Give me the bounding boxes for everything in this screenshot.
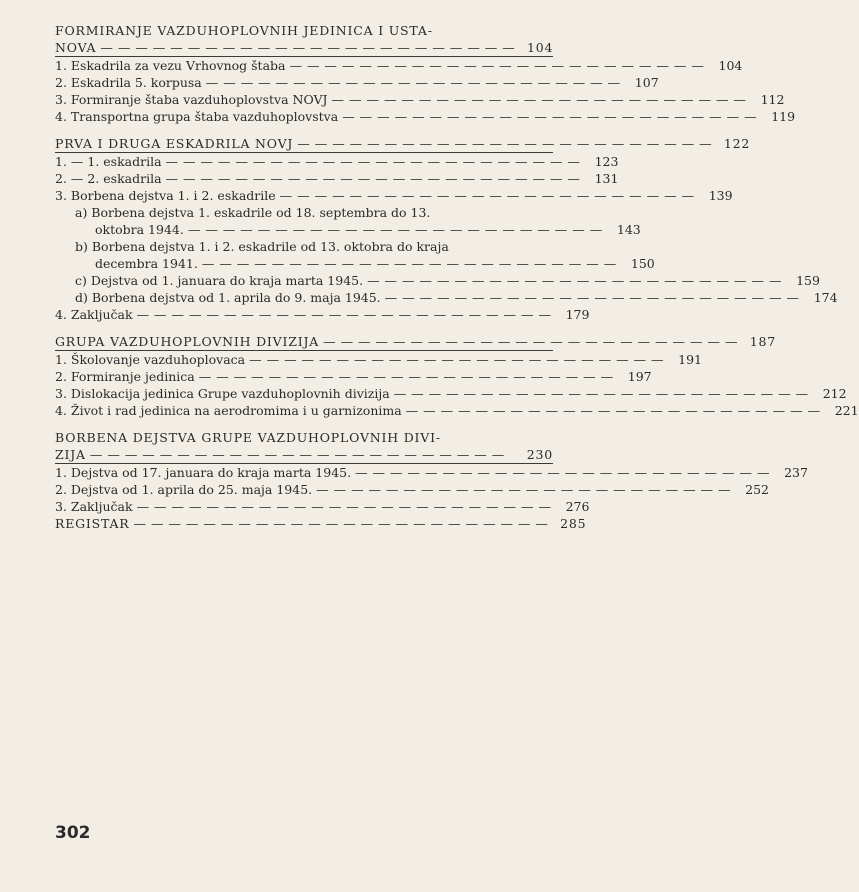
page-ref: 143 bbox=[616, 222, 641, 237]
toc-entry bbox=[55, 333, 776, 350]
toc-entry bbox=[55, 135, 751, 152]
toc-subentry bbox=[55, 255, 655, 272]
entry-text: 3. Zaključak bbox=[55, 499, 133, 514]
page-ref: 139 bbox=[708, 188, 733, 203]
leader: — — — — — — — — — — — — — — — — — — — — — — — — bbox=[133, 516, 549, 531]
leader: — — — — — — — — — — — — — — — — — — — — — — — — bbox=[405, 403, 821, 418]
leader: — — — — — — — — — — — — — — — — — — — — — — — — bbox=[342, 109, 758, 124]
section-title: PRVA I DRUGA ESKADRILA NOVJ bbox=[55, 136, 294, 151]
page-ref: 131 bbox=[594, 171, 619, 186]
leader: — — — — — — — — — — — — — — — — — — — — — — — — bbox=[100, 40, 516, 55]
leader: — — — — — — — — — — — — — — — — — — — — — — — — bbox=[205, 75, 621, 90]
toc-entry bbox=[55, 446, 553, 463]
entry-text: 1. Dejstva od 17. januara do kraja marta 1945. bbox=[55, 465, 352, 480]
subentry-text: a) Borbena dejstva 1. eskadrile od 18. septembra do 13. bbox=[75, 205, 431, 220]
leader: — — — — — — — — — — — — — — — — — — — — — — — — bbox=[393, 386, 809, 401]
page-ref: 285 bbox=[560, 516, 587, 531]
page-ref: 179 bbox=[565, 307, 590, 322]
subentry-text-cont: decembra 1941. bbox=[95, 256, 198, 271]
page-ref: 107 bbox=[634, 75, 659, 90]
toc-entry bbox=[55, 464, 808, 481]
leader: — — — — — — — — — — — — — — — — — — — — — — — — bbox=[249, 352, 665, 367]
entry-text: 3. Dislokacija jedinica Grupe vazduhoplovnih divizija bbox=[55, 386, 390, 401]
toc-entry bbox=[55, 402, 859, 419]
entry-text: 1. Školovanje vazduhoplovaca bbox=[55, 352, 246, 367]
entry-text: 4. Transportna grupa štaba vazduhoplovstva bbox=[55, 109, 339, 124]
page-ref: 104 bbox=[718, 58, 743, 73]
entry-text: 3. Formiranje štaba vazduhoplovstva NOVJ bbox=[55, 92, 328, 107]
leader: — — — — — — — — — — — — — — — — — — — — — — — — bbox=[165, 154, 581, 169]
leader: — — — — — — — — — — — — — — — — — — — — — — — — bbox=[165, 171, 581, 186]
toc-entry bbox=[55, 515, 587, 532]
toc-subentry bbox=[55, 272, 820, 289]
page-ref: 174 bbox=[813, 290, 838, 305]
leader: — — — — — — — — — — — — — — — — — — — — — — — — bbox=[316, 482, 732, 497]
subentry-text-cont: oktobra 1944. bbox=[95, 222, 184, 237]
leader: — — — — — — — — — — — — — — — — — — — — — — — — bbox=[136, 499, 552, 514]
leader: — — — — — — — — — — — — — — — — — — — — — — — — bbox=[384, 290, 800, 305]
page-ref: 122 bbox=[723, 136, 751, 151]
page-ref: 252 bbox=[745, 482, 770, 497]
subentry-text: d) Borbena dejstva od 1. aprila do 9. maja 1945. bbox=[75, 290, 381, 305]
toc-entry bbox=[55, 39, 553, 56]
toc-entry bbox=[55, 153, 619, 170]
page-ref: 212 bbox=[822, 386, 847, 401]
leader: — — — — — — — — — — — — — — — — — — — — — — — — bbox=[279, 188, 695, 203]
toc-entry bbox=[55, 351, 703, 368]
leader: — — — — — — — — — — — — — — — — — — — — — — — — bbox=[297, 136, 713, 151]
entry-text: 1. — 1. eskadrila bbox=[55, 154, 162, 169]
toc-entry bbox=[55, 385, 847, 402]
leader: — — — — — — — — — — — — — — — — — — — — — — — — bbox=[136, 307, 552, 322]
leader: — — — — — — — — — — — — — — — — — — — — — — — — bbox=[367, 273, 782, 288]
entry-text: 4. Život i rad jedinica na aerodromima i u garnizonima bbox=[55, 403, 402, 418]
page-ref: 150 bbox=[630, 256, 655, 271]
page-ref: 119 bbox=[771, 109, 796, 124]
leader: — — — — — — — — — — — — — — — — — — — — — — — — bbox=[89, 447, 505, 462]
leader: — — — — — — — — — — — — — — — — — — — — — — — — bbox=[187, 222, 603, 237]
page-ref: 123 bbox=[594, 154, 619, 169]
section-title: GRUPA VAZDUHOPLOVNIH DIVIZIJA bbox=[55, 334, 320, 349]
leader: — — — — — — — — — — — — — — — — — — — — — — — — bbox=[323, 334, 738, 349]
entry-text: 3. Borbena dejstva 1. i 2. eskadrile bbox=[55, 188, 276, 203]
toc-entry bbox=[55, 498, 590, 515]
entry-text: 2. Eskadrila 5. korpusa bbox=[55, 75, 202, 90]
entry-text: 2. Formiranje jedinica bbox=[55, 369, 195, 384]
toc-entry bbox=[55, 170, 619, 187]
page-ref: 104 bbox=[527, 40, 554, 55]
section-title: FORMIRANJE VAZDUHOPLOVNIH JEDINICA I USTA- bbox=[55, 23, 433, 38]
table-of-contents bbox=[55, 22, 859, 532]
section-title-cont: NOVA bbox=[55, 40, 97, 55]
entry-text: 2. Dejstva od 1. aprila do 25. maja 1945. bbox=[55, 482, 313, 497]
page-ref: 221 bbox=[834, 403, 859, 418]
toc-entry bbox=[55, 187, 733, 204]
leader: — — — — — — — — — — — — — — — — — — — — — — — — bbox=[198, 369, 614, 384]
subentry-text: c) Dejstva od 1. januara do kraja marta 1945. bbox=[75, 273, 364, 288]
subentry-text: b) Borbena dejstva 1. i 2. eskadrile od 13. oktobra do kraja bbox=[75, 239, 449, 254]
leader: — — — — — — — — — — — — — — — — — — — — — — — — bbox=[289, 58, 705, 73]
section-title-cont: ZIJA bbox=[55, 447, 86, 462]
toc-entry bbox=[55, 57, 743, 74]
toc-subentry bbox=[55, 221, 641, 238]
section-title: REGISTAR bbox=[55, 516, 130, 531]
entry-text: 2. — 2. eskadrila bbox=[55, 171, 162, 186]
page-ref: 191 bbox=[678, 352, 703, 367]
toc-entry bbox=[55, 74, 659, 91]
entry-text: 4. Zaključak bbox=[55, 307, 133, 322]
page-number: 302 bbox=[55, 823, 91, 843]
page-ref: 187 bbox=[749, 334, 776, 349]
page-ref: 230 bbox=[526, 447, 553, 462]
page-ref: 237 bbox=[784, 465, 808, 480]
section-title: BORBENA DEJSTVA GRUPE VAZDUHOPLOVNIH DIVI- bbox=[55, 430, 441, 445]
leader: — — — — — — — — — — — — — — — — — — — — — — — — bbox=[331, 92, 747, 107]
toc-entry bbox=[55, 108, 796, 125]
toc-subentry bbox=[55, 289, 838, 306]
page-ref: 197 bbox=[627, 369, 652, 384]
toc-entry bbox=[55, 368, 652, 385]
entry-text: 1. Eskadrila za vezu Vrhovnog štaba bbox=[55, 58, 286, 73]
toc-entry bbox=[55, 91, 785, 108]
toc-entry bbox=[55, 306, 590, 323]
leader: — — — — — — — — — — — — — — — — — — — — — — — — bbox=[201, 256, 617, 271]
toc-entry bbox=[55, 481, 770, 498]
leader: — — — — — — — — — — — — — — — — — — — — — — — — bbox=[355, 465, 770, 480]
page-ref: 276 bbox=[565, 499, 590, 514]
page-ref: 159 bbox=[796, 273, 820, 288]
page-ref: 112 bbox=[760, 92, 785, 107]
